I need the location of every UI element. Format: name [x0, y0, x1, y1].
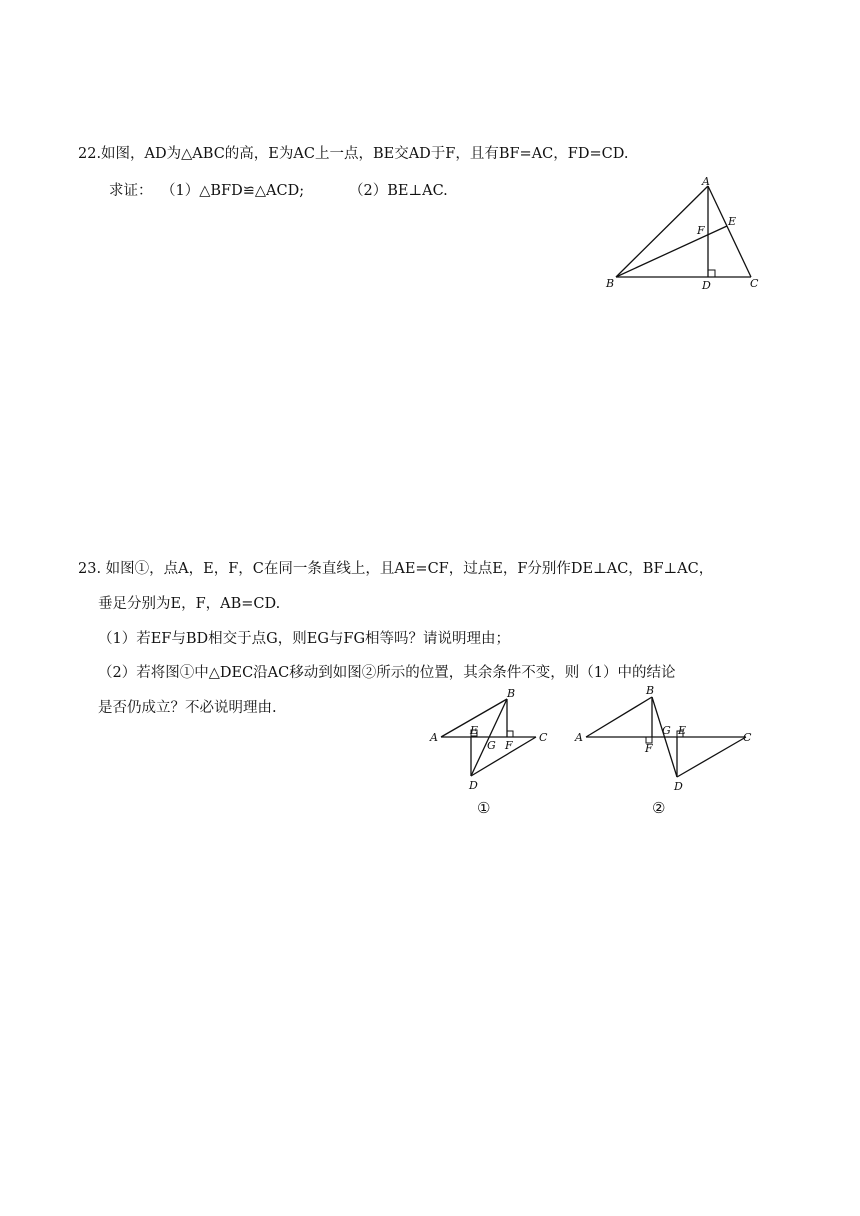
label-d: D: [674, 780, 683, 793]
right-angle-mark: [708, 270, 715, 277]
label-f: F: [505, 739, 513, 752]
label-g: G: [662, 724, 671, 737]
problem-22-statement: 22.如图，AD为△ABC的高，E为AC上一点，BE交AD于F，且有BF=AC，FD=CD.: [78, 146, 629, 162]
label-a: A: [575, 731, 583, 744]
problem-23-statement-line-1: 23. 如图①，点A，E，F，C在同一条直线上，且AE=CF，过点E，F分别作DE⊥AC，BF⊥AC，: [78, 561, 714, 577]
figure-1-caption: ①: [477, 799, 491, 817]
problem-23-question-2-line-1: （2）若将图①中△DEC沿AC移动到如图②所示的位置，其余条件不变，则（1）中的结论: [98, 665, 676, 681]
right-angle-mark-f: [507, 731, 513, 737]
segment-dc: [677, 737, 746, 777]
figure-2-caption: ②: [652, 799, 666, 817]
label-e: E: [728, 215, 737, 228]
problem-22-triangle-figure: [600, 175, 770, 295]
problem-23-statement-line-2: 垂足分别为E，F，AB=CD.: [98, 596, 281, 612]
label-b: B: [646, 684, 655, 697]
label-c: C: [750, 277, 759, 290]
label-b: B: [606, 277, 615, 290]
label-b: B: [507, 687, 516, 700]
label-c: C: [539, 731, 548, 744]
problem-23-question-2-line-2: 是否仍成立？不必说明理由.: [98, 700, 277, 716]
problem-23-figure-2: [570, 680, 760, 795]
label-e: E: [470, 724, 479, 737]
segment-ab: [616, 186, 708, 277]
segment-ab: [586, 697, 652, 737]
label-d: D: [702, 279, 711, 292]
problem-23-figure-1: [425, 683, 565, 795]
label-g: G: [487, 739, 496, 752]
problem-22-prove-label: 求证：: [109, 183, 153, 199]
label-c: C: [743, 731, 752, 744]
segment-be: [616, 226, 727, 277]
problem-22-part-2: （2）BE⊥AC.: [349, 183, 448, 199]
problem-22-part-1: （1）△BFD≌△ACD;: [161, 183, 305, 199]
label-f: F: [645, 742, 653, 755]
label-a: A: [430, 731, 438, 744]
label-e: E: [678, 724, 687, 737]
label-f: F: [697, 224, 705, 237]
problem-23-question-1: （1）若EF与BD相交于点G，则EG与FG相等吗？请说明理由；: [98, 631, 511, 647]
label-a: A: [702, 175, 710, 188]
label-d: D: [469, 779, 478, 792]
